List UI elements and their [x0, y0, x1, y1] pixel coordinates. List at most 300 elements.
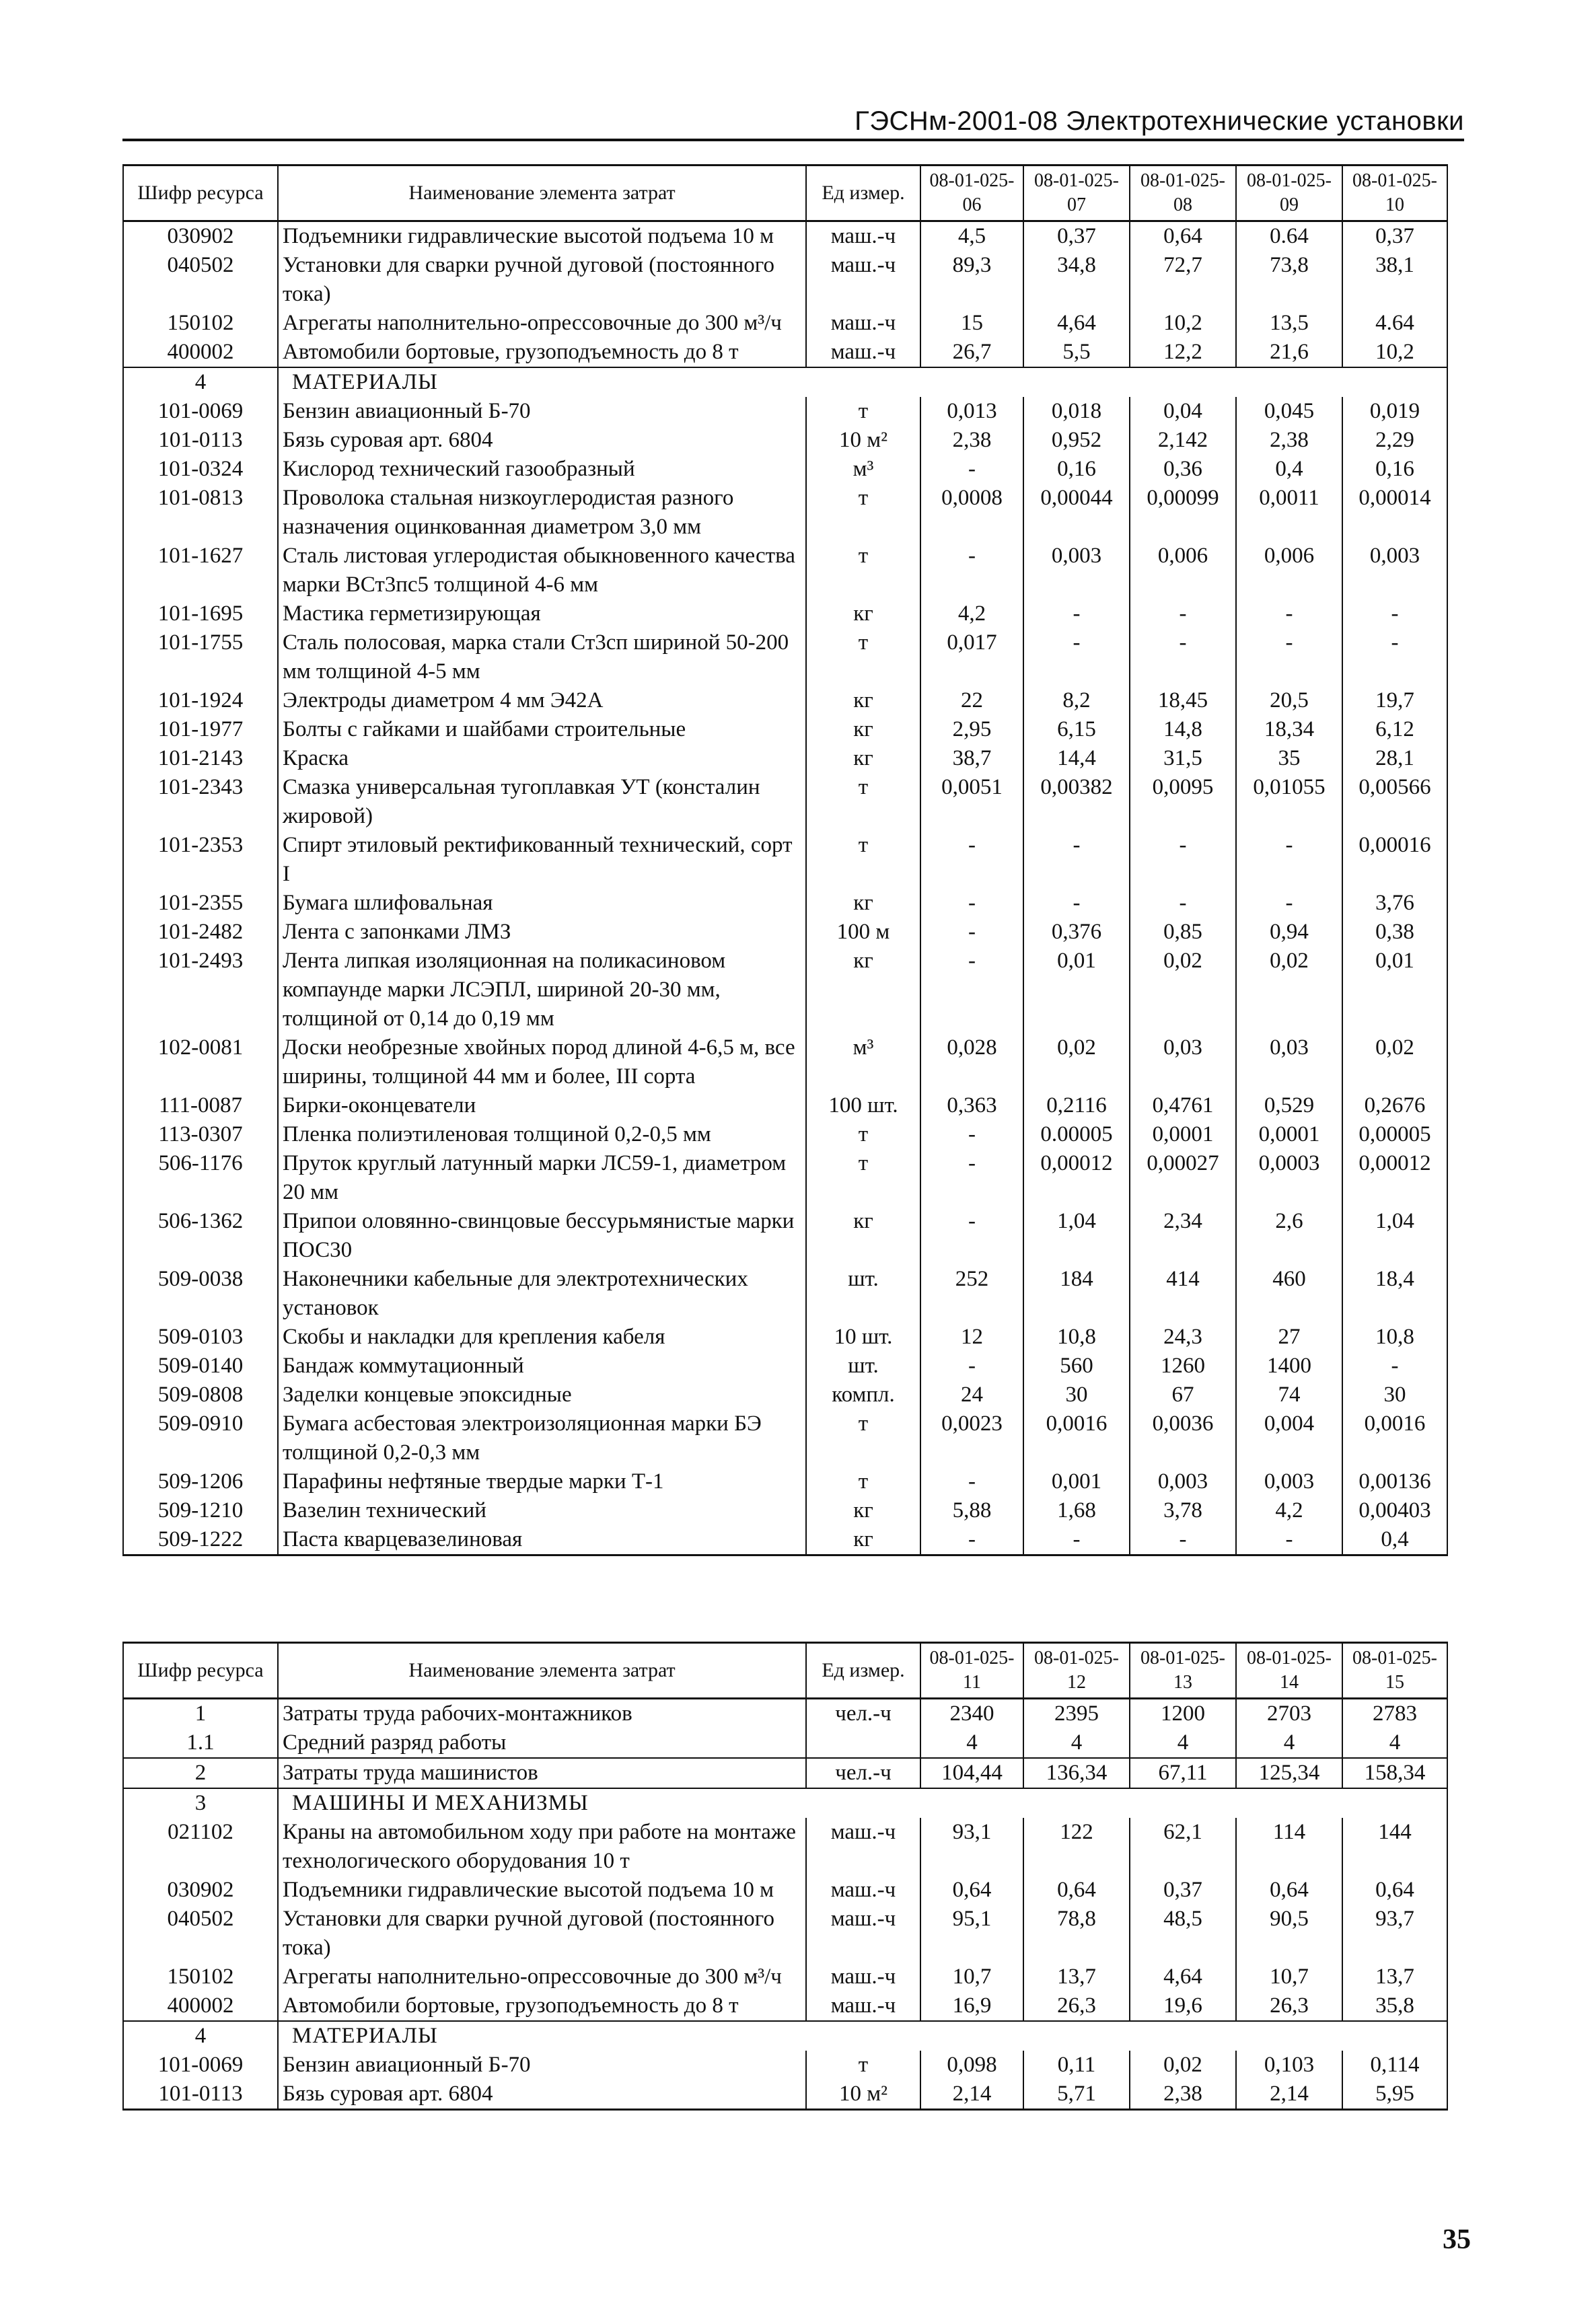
- norm-value-cell: 0,64: [1236, 1876, 1342, 1905]
- norm-value-cell: 2,95: [920, 715, 1023, 744]
- col-norm-header: 08-01-025-06: [920, 166, 1023, 221]
- norm-value-cell: -: [1023, 1525, 1130, 1555]
- table-row: [123, 1265, 1447, 1323]
- table-row: [123, 599, 1447, 628]
- resource-name-cell: Бумага асбестовая электроизоляционная марки БЭ толщиной 0,2-0,3 мм: [278, 1409, 806, 1467]
- norm-value-cell: 67: [1130, 1381, 1236, 1409]
- unit-cell: маш.-ч: [806, 1991, 920, 2021]
- norm-value-cell: 0,85: [1130, 918, 1236, 947]
- resource-name-cell: Подъемники гидравлические высотой подъема 10 м: [278, 221, 806, 252]
- norm-value-cell: 560: [1023, 1352, 1130, 1381]
- table-row: [123, 1409, 1447, 1467]
- norm-value-cell: 90,5: [1236, 1905, 1342, 1963]
- unit-cell: т: [806, 542, 920, 599]
- col-norm-header: 08-01-025-08: [1130, 166, 1236, 221]
- norm-value-cell: 15: [920, 309, 1023, 338]
- norm-value-cell: 0,16: [1023, 455, 1130, 484]
- norm-value-cell: 0,02: [1130, 2051, 1236, 2080]
- unit-cell: маш.-ч: [806, 338, 920, 367]
- table-row: [123, 947, 1447, 1033]
- table-row: [123, 1323, 1447, 1352]
- norm-value-cell: -: [1342, 628, 1447, 686]
- table-row: [123, 221, 1447, 252]
- table-row: [123, 309, 1447, 338]
- resource-code-cell: 101-0813: [123, 484, 278, 542]
- table-row: [123, 1905, 1447, 1963]
- norm-value-cell: 0,0023: [920, 1409, 1023, 1467]
- norm-value-cell: 0,02: [1236, 947, 1342, 1033]
- norm-value-cell: 18,4: [1342, 1265, 1447, 1323]
- col-unit-header: Ед измер.: [806, 1643, 920, 1699]
- resource-code-cell: 021102: [123, 1818, 278, 1876]
- norm-value-cell: -: [920, 1352, 1023, 1381]
- section-row: [123, 367, 1447, 397]
- unit-cell: 10 м²: [806, 2080, 920, 2110]
- table-row: [123, 1033, 1447, 1091]
- norm-value-cell: -: [1023, 831, 1130, 889]
- table2-header-row: [123, 1643, 1447, 1699]
- norm-value-cell: 0,028: [920, 1033, 1023, 1091]
- unit-cell: шт.: [806, 1265, 920, 1323]
- norm-value-cell: 8,2: [1023, 686, 1130, 715]
- norm-value-cell: 0,2116: [1023, 1091, 1130, 1120]
- resource-code-cell: 101-2482: [123, 918, 278, 947]
- norm-value-cell: 0,0008: [920, 484, 1023, 542]
- norm-value-cell: 5,71: [1023, 2080, 1130, 2110]
- unit-cell: кг: [806, 686, 920, 715]
- norm-value-cell: 0,003: [1236, 1467, 1342, 1496]
- norm-value-cell: 38,7: [920, 744, 1023, 773]
- norm-value-cell: 0,019: [1342, 397, 1447, 426]
- resource-name-cell: Пленка полиэтиленовая толщиной 0,2-0,5 мм: [278, 1120, 806, 1149]
- norm-value-cell: 93,7: [1342, 1905, 1447, 1963]
- norm-value-cell: 0,03: [1236, 1033, 1342, 1091]
- col-name-header: Наименование элемента затрат: [278, 166, 806, 221]
- col-norm-header: 08-01-025-15: [1342, 1643, 1447, 1699]
- resource-code-cell: 509-0140: [123, 1352, 278, 1381]
- norm-value-cell: 26,3: [1236, 1991, 1342, 2021]
- resource-name-cell: Лента липкая изоляционная на поликасиновом компаунде марки ЛСЭПЛ, шириной 20-30 мм, толщиной от 0,14 до 0,19 мм: [278, 947, 806, 1033]
- norm-value-cell: 4,2: [920, 599, 1023, 628]
- table1-header-row: [123, 166, 1447, 221]
- resource-name-cell: Бандаж коммутационный: [278, 1352, 806, 1381]
- unit-cell: 100 м: [806, 918, 920, 947]
- norm-value-cell: 10,8: [1342, 1323, 1447, 1352]
- norm-value-cell: 4,64: [1023, 309, 1130, 338]
- resource-name-cell: Парафины нефтяные твердые марки Т-1: [278, 1467, 806, 1496]
- table-row: [123, 251, 1447, 309]
- norm-value-cell: 74: [1236, 1381, 1342, 1409]
- norm-value-cell: 10,8: [1023, 1323, 1130, 1352]
- resource-name-cell: Бязь суровая арт. 6804: [278, 2080, 806, 2110]
- norm-value-cell: 0,00014: [1342, 484, 1447, 542]
- norm-value-cell: 0,0016: [1342, 1409, 1447, 1467]
- unit-cell: шт.: [806, 1352, 920, 1381]
- unit-cell: кг: [806, 889, 920, 918]
- norm-value-cell: 12,2: [1130, 338, 1236, 367]
- resource-code-cell: 4: [123, 2021, 278, 2051]
- resource-name-cell: Установки для сварки ручной дуговой (постоянного тока): [278, 251, 806, 309]
- norm-value-cell: 1400: [1236, 1352, 1342, 1381]
- norm-value-cell: 73,8: [1236, 251, 1342, 309]
- norm-value-cell: -: [1236, 628, 1342, 686]
- norm-value-cell: 0,00099: [1130, 484, 1236, 542]
- table-row: [123, 1467, 1447, 1496]
- norm-value-cell: 0,03: [1130, 1033, 1236, 1091]
- norm-value-cell: -: [1342, 599, 1447, 628]
- unit-cell: кг: [806, 599, 920, 628]
- norm-value-cell: 38,1: [1342, 251, 1447, 309]
- norm-value-cell: 0,0051: [920, 773, 1023, 831]
- resource-code-cell: 400002: [123, 1991, 278, 2021]
- norm-value-cell: 10,7: [920, 1963, 1023, 1991]
- resource-code-cell: 111-0087: [123, 1091, 278, 1120]
- resource-code-cell: 040502: [123, 1905, 278, 1963]
- table-row: [123, 1876, 1447, 1905]
- unit-cell: маш.-ч: [806, 221, 920, 252]
- resource-name-cell: Агрегаты наполнительно-опрессовочные до 300 м³/ч: [278, 1963, 806, 1991]
- resource-name-cell: Припои оловянно-свинцовые бессурьмянистые марки ПОС30: [278, 1207, 806, 1265]
- norm-value-cell: 104,44: [920, 1758, 1023, 1788]
- resource-code-cell: 101-0069: [123, 2051, 278, 2080]
- resource-code-cell: 101-1924: [123, 686, 278, 715]
- norm-value-cell: -: [1023, 889, 1130, 918]
- unit-cell: компл.: [806, 1381, 920, 1409]
- unit-cell: кг: [806, 744, 920, 773]
- resource-code-cell: 040502: [123, 251, 278, 309]
- norm-value-cell: 0,00005: [1342, 1120, 1447, 1149]
- page-number: 35: [1443, 2224, 1471, 2255]
- norm-value-cell: 2783: [1342, 1699, 1447, 1729]
- unit-cell: маш.-ч: [806, 309, 920, 338]
- norm-value-cell: 14,4: [1023, 744, 1130, 773]
- resource-code-cell: 101-2143: [123, 744, 278, 773]
- norm-value-cell: -: [920, 831, 1023, 889]
- norm-value-cell: 24,3: [1130, 1323, 1236, 1352]
- unit-cell: т: [806, 1409, 920, 1467]
- norm-value-cell: 0,006: [1236, 542, 1342, 599]
- table-row: [123, 1991, 1447, 2021]
- norm-value-cell: 1,68: [1023, 1496, 1130, 1525]
- norm-value-cell: -: [920, 1207, 1023, 1265]
- norm-value-cell: 78,8: [1023, 1905, 1130, 1963]
- table-row: [123, 426, 1447, 455]
- norm-value-cell: 0,00016: [1342, 831, 1447, 889]
- unit-cell: [806, 1728, 920, 1758]
- table-row: [123, 744, 1447, 773]
- norm-value-cell: 19,7: [1342, 686, 1447, 715]
- table-row: [123, 889, 1447, 918]
- norm-value-cell: 0,00012: [1342, 1149, 1447, 1207]
- norm-value-cell: 158,34: [1342, 1758, 1447, 1788]
- unit-cell: маш.-ч: [806, 1905, 920, 1963]
- section-title-cell: МАТЕРИАЛЫ: [278, 2021, 1447, 2051]
- norm-value-cell: 0,37: [1130, 1876, 1236, 1905]
- resource-name-cell: Лента с запонками ЛМЗ: [278, 918, 806, 947]
- resource-code-cell: 101-2353: [123, 831, 278, 889]
- unit-cell: т: [806, 773, 920, 831]
- table-row: [123, 1091, 1447, 1120]
- unit-cell: м³: [806, 455, 920, 484]
- norm-value-cell: 0,0095: [1130, 773, 1236, 831]
- table-row: [123, 1525, 1447, 1555]
- norm-value-cell: 22: [920, 686, 1023, 715]
- norm-value-cell: 31,5: [1130, 744, 1236, 773]
- norm-value-cell: 12: [920, 1323, 1023, 1352]
- resource-name-cell: Сталь полосовая, марка стали Ст3сп шириной 50-200 мм толщиной 4-5 мм: [278, 628, 806, 686]
- section-row: [123, 1788, 1447, 1818]
- norm-value-cell: 0,952: [1023, 426, 1130, 455]
- unit-cell: кг: [806, 1207, 920, 1265]
- resource-name-cell: Спирт этиловый ректификованный технический, сорт I: [278, 831, 806, 889]
- norm-value-cell: 18,34: [1236, 715, 1342, 744]
- norm-value-cell: 20,5: [1236, 686, 1342, 715]
- norm-value-cell: 0,00136: [1342, 1467, 1447, 1496]
- norm-value-cell: 0,0011: [1236, 484, 1342, 542]
- unit-cell: т: [806, 1467, 920, 1496]
- norm-value-cell: 2395: [1023, 1699, 1130, 1729]
- resource-name-cell: Бязь суровая арт. 6804: [278, 426, 806, 455]
- table-row: [123, 773, 1447, 831]
- resource-code-cell: 509-0038: [123, 1265, 278, 1323]
- resource-name-cell: Смазка универсальная тугоплавкая УТ (консталин жировой): [278, 773, 806, 831]
- norm-value-cell: 2,29: [1342, 426, 1447, 455]
- norm-value-cell: 0,37: [1023, 221, 1130, 252]
- norm-value-cell: 0,00012: [1023, 1149, 1130, 1207]
- norm-value-cell: 114: [1236, 1818, 1342, 1876]
- resource-name-cell: Пруток круглый латунный марки ЛС59-1, диаметром 20 мм: [278, 1149, 806, 1207]
- norm-value-cell: 0,045: [1236, 397, 1342, 426]
- norm-value-cell: 1260: [1130, 1352, 1236, 1381]
- resource-name-cell: Заделки концевые эпоксидные: [278, 1381, 806, 1409]
- norm-value-cell: 3,76: [1342, 889, 1447, 918]
- resource-code-cell: 509-0910: [123, 1409, 278, 1467]
- table-row: [123, 338, 1447, 367]
- unit-cell: 10 шт.: [806, 1323, 920, 1352]
- norm-value-cell: 0,103: [1236, 2051, 1342, 2080]
- unit-cell: чел.-ч: [806, 1699, 920, 1729]
- norm-value-cell: 2,38: [1130, 2080, 1236, 2110]
- resource-name-cell: Автомобили бортовые, грузоподъемность до 8 т: [278, 1991, 806, 2021]
- resource-name-cell: Затраты труда рабочих-монтажников: [278, 1699, 806, 1729]
- col-code-header: Шифр ресурса: [123, 166, 278, 221]
- norm-value-cell: 4: [1023, 1728, 1130, 1758]
- col-code-header: Шифр ресурса: [123, 1643, 278, 1699]
- resource-code-cell: 506-1176: [123, 1149, 278, 1207]
- unit-cell: маш.-ч: [806, 1876, 920, 1905]
- norm-value-cell: 0,0036: [1130, 1409, 1236, 1467]
- resource-name-cell: Паста кварцевазелиновая: [278, 1525, 806, 1555]
- resource-code-cell: 509-1222: [123, 1525, 278, 1555]
- norm-value-cell: 4,5: [920, 221, 1023, 252]
- norm-value-cell: 0,02: [1023, 1033, 1130, 1091]
- norm-value-cell: -: [1236, 831, 1342, 889]
- resource-code-cell: 400002: [123, 338, 278, 367]
- norm-value-cell: -: [920, 1120, 1023, 1149]
- norm-value-cell: 0,64: [1342, 1876, 1447, 1905]
- resource-name-cell: Болты с гайками и шайбами строительные: [278, 715, 806, 744]
- unit-cell: маш.-ч: [806, 1818, 920, 1876]
- norm-value-cell: 48,5: [1130, 1905, 1236, 1963]
- resource-code-cell: 101-1695: [123, 599, 278, 628]
- norm-value-cell: -: [1130, 1525, 1236, 1555]
- norm-value-cell: 2,6: [1236, 1207, 1342, 1265]
- norm-value-cell: 0.64: [1236, 221, 1342, 252]
- resource-code-cell: 150102: [123, 309, 278, 338]
- unit-cell: кг: [806, 1496, 920, 1525]
- section-row: [123, 2021, 1447, 2051]
- resource-name-cell: Подъемники гидравлические высотой подъема 10 м: [278, 1876, 806, 1905]
- norm-value-cell: 18,45: [1130, 686, 1236, 715]
- norm-value-cell: -: [920, 542, 1023, 599]
- table-row: [123, 484, 1447, 542]
- norm-value-cell: 0,0001: [1130, 1120, 1236, 1149]
- unit-cell: 100 шт.: [806, 1091, 920, 1120]
- resource-code-cell: 101-2343: [123, 773, 278, 831]
- resource-name-cell: Затраты труда машинистов: [278, 1758, 806, 1788]
- norm-value-cell: -: [1236, 889, 1342, 918]
- col-norm-header: 08-01-025-14: [1236, 1643, 1342, 1699]
- norm-value-cell: 0,94: [1236, 918, 1342, 947]
- resource-name-cell: Краны на автомобильном ходу при работе на монтаже технологического оборудования 10 т: [278, 1818, 806, 1876]
- norm-value-cell: 0,529: [1236, 1091, 1342, 1120]
- norm-value-cell: 2,142: [1130, 426, 1236, 455]
- resource-name-cell: Агрегаты наполнительно-опрессовочные до 300 м³/ч: [278, 309, 806, 338]
- resource-code-cell: 101-1627: [123, 542, 278, 599]
- norm-value-cell: 19,6: [1130, 1991, 1236, 2021]
- norm-value-cell: 4.64: [1342, 309, 1447, 338]
- norm-value-cell: 67,11: [1130, 1758, 1236, 1788]
- table-row: [123, 1963, 1447, 1991]
- norm-value-cell: 0,36: [1130, 455, 1236, 484]
- norm-value-cell: 0,02: [1130, 947, 1236, 1033]
- resource-name-cell: Наконечники кабельные для электротехнических установок: [278, 1265, 806, 1323]
- norm-value-cell: 35,8: [1342, 1991, 1447, 2021]
- norm-value-cell: 0,37: [1342, 221, 1447, 252]
- unit-cell: кг: [806, 715, 920, 744]
- norm-value-cell: 0,00044: [1023, 484, 1130, 542]
- norm-value-cell: 35: [1236, 744, 1342, 773]
- resource-table-1: [122, 164, 1448, 1556]
- norm-value-cell: 0,0001: [1236, 1120, 1342, 1149]
- table-row: [123, 1728, 1447, 1758]
- norm-value-cell: 0,098: [920, 2051, 1023, 2080]
- norm-value-cell: -: [1236, 599, 1342, 628]
- resource-code-cell: 101-0113: [123, 426, 278, 455]
- norm-value-cell: 0,017: [920, 628, 1023, 686]
- unit-cell: кг: [806, 1525, 920, 1555]
- table-row: [123, 1120, 1447, 1149]
- table-row: [123, 1496, 1447, 1525]
- resource-code-cell: 1: [123, 1699, 278, 1729]
- norm-value-cell: 62,1: [1130, 1818, 1236, 1876]
- norm-value-cell: -: [1342, 1352, 1447, 1381]
- norm-value-cell: 14,8: [1130, 715, 1236, 744]
- unit-cell: кг: [806, 947, 920, 1033]
- resource-name-cell: Проволока стальная низкоуглеродистая разного назначения оцинкованная диаметром 3,0 мм: [278, 484, 806, 542]
- norm-value-cell: 0,00027: [1130, 1149, 1236, 1207]
- norm-value-cell: 0,003: [1023, 542, 1130, 599]
- resource-code-cell: 150102: [123, 1963, 278, 1991]
- norm-value-cell: 5,95: [1342, 2080, 1447, 2110]
- norm-value-cell: -: [920, 1467, 1023, 1496]
- norm-value-cell: 0,64: [1130, 221, 1236, 252]
- table2-body: [123, 1699, 1447, 2110]
- norm-value-cell: 0,4761: [1130, 1091, 1236, 1120]
- norm-value-cell: 28,1: [1342, 744, 1447, 773]
- col-norm-header: 08-01-025-10: [1342, 166, 1447, 221]
- norm-value-cell: 26,3: [1023, 1991, 1130, 2021]
- norm-value-cell: 30: [1023, 1381, 1130, 1409]
- norm-value-cell: 4: [920, 1728, 1023, 1758]
- col-norm-header: 08-01-025-07: [1023, 166, 1130, 221]
- norm-value-cell: 5,5: [1023, 338, 1130, 367]
- norm-value-cell: 0,01055: [1236, 773, 1342, 831]
- norm-value-cell: 21,6: [1236, 338, 1342, 367]
- norm-value-cell: 0,00382: [1023, 773, 1130, 831]
- norm-value-cell: 0,11: [1023, 2051, 1130, 2080]
- resource-code-cell: 101-0069: [123, 397, 278, 426]
- col-norm-header: 08-01-025-12: [1023, 1643, 1130, 1699]
- norm-value-cell: 13,5: [1236, 309, 1342, 338]
- norm-value-cell: -: [1130, 599, 1236, 628]
- table-row: [123, 1381, 1447, 1409]
- col-unit-header: Ед измер.: [806, 166, 920, 221]
- table-row: [123, 831, 1447, 889]
- norm-value-cell: 0,003: [1130, 1467, 1236, 1496]
- unit-cell: т: [806, 1149, 920, 1207]
- table-row: [123, 542, 1447, 599]
- norm-value-cell: 0,04: [1130, 397, 1236, 426]
- col-norm-header: 08-01-025-09: [1236, 166, 1342, 221]
- norm-value-cell: 0,01: [1023, 947, 1130, 1033]
- table-row: [123, 2080, 1447, 2110]
- resource-code-cell: 030902: [123, 221, 278, 252]
- unit-cell: чел.-ч: [806, 1758, 920, 1788]
- section-title-cell: МАТЕРИАЛЫ: [278, 367, 1447, 397]
- resource-name-cell: Электроды диаметром 4 мм Э42А: [278, 686, 806, 715]
- resource-name-cell: Автомобили бортовые, грузоподъемность до 8 т: [278, 338, 806, 367]
- table-row: [123, 1758, 1447, 1788]
- table-row: [123, 628, 1447, 686]
- norm-value-cell: 4: [1236, 1728, 1342, 1758]
- header-rule: [122, 139, 1464, 141]
- norm-value-cell: 0,2676: [1342, 1091, 1447, 1120]
- norm-value-cell: 27: [1236, 1323, 1342, 1352]
- norm-value-cell: -: [1130, 889, 1236, 918]
- resource-table-2: [122, 1642, 1448, 2111]
- norm-value-cell: 3,78: [1130, 1496, 1236, 1525]
- col-norm-header: 08-01-025-11: [920, 1643, 1023, 1699]
- norm-value-cell: 13,7: [1023, 1963, 1130, 1991]
- norm-value-cell: 0,38: [1342, 918, 1447, 947]
- resource-code-cell: 113-0307: [123, 1120, 278, 1149]
- norm-value-cell: 0,001: [1023, 1467, 1130, 1496]
- norm-value-cell: 72,7: [1130, 251, 1236, 309]
- resource-code-cell: 101-2355: [123, 889, 278, 918]
- norm-value-cell: -: [1130, 628, 1236, 686]
- norm-value-cell: 252: [920, 1265, 1023, 1323]
- norm-value-cell: 0,16: [1342, 455, 1447, 484]
- norm-value-cell: 125,34: [1236, 1758, 1342, 1788]
- norm-value-cell: -: [1023, 628, 1130, 686]
- norm-value-cell: 2,14: [920, 2080, 1023, 2110]
- norm-value-cell: 0,4: [1342, 1525, 1447, 1555]
- norm-value-cell: -: [920, 455, 1023, 484]
- norm-value-cell: 0,0003: [1236, 1149, 1342, 1207]
- resource-code-cell: 509-0103: [123, 1323, 278, 1352]
- norm-value-cell: 2340: [920, 1699, 1023, 1729]
